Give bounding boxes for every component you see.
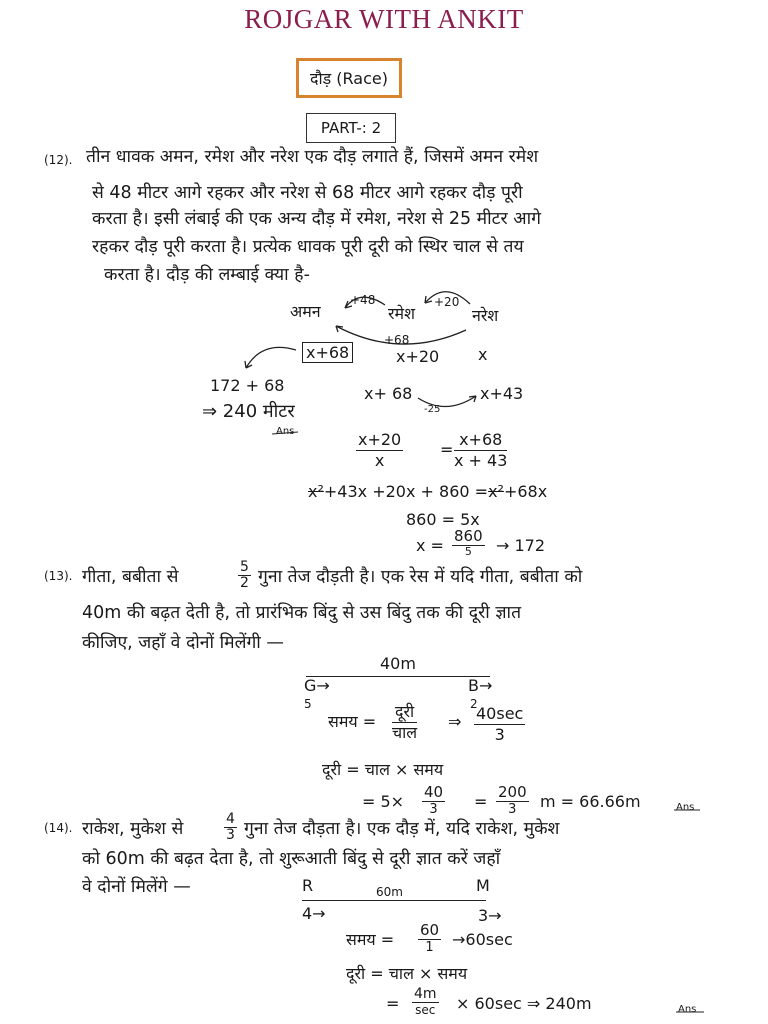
q12-ans-underline	[272, 432, 298, 434]
q13-calc-a: = 5×	[362, 792, 405, 811]
q14-time-label: समय =	[346, 930, 395, 949]
q14-calc-eq: =	[386, 994, 400, 1013]
q14-calc-b: × 60sec ⇒ 240m	[456, 994, 592, 1013]
q13-line1-b: गुना तेज दौड़ती है। एक रेस में यदि गीता, बबीता को	[258, 567, 583, 587]
q12-naresh-expr: x	[478, 345, 488, 364]
q13-time-den: चाल	[392, 723, 418, 742]
q12-left-expr: x+ 68	[364, 384, 413, 403]
q12-ramesh-expr: x+20	[396, 347, 440, 366]
q12-answer-line1: 172 + 68	[210, 376, 285, 395]
q12-ans-label: Ans	[276, 426, 295, 437]
q12-frac-num2: x+68	[454, 430, 507, 451]
q12-arc-25	[418, 396, 476, 407]
topic-title-box: दौड़ (Race)	[296, 58, 402, 98]
q13-line1-a: गीता, बबीता से	[82, 567, 179, 587]
q13-line1-den: 2	[240, 575, 249, 591]
q12-expand-end: +68x	[503, 482, 548, 501]
q14-r-label: R	[302, 876, 314, 895]
q13-dist-label: 40m	[380, 654, 416, 673]
q12-frac-den1: x	[374, 451, 385, 470]
q13-b-speed: 2	[470, 697, 478, 711]
q12-expand-sq2: x²	[488, 482, 504, 501]
q12-plus20: +20	[434, 295, 460, 309]
q14-time-den: 1	[425, 940, 434, 955]
q13-distance-formula: दूरी = चाल × समय	[322, 760, 444, 779]
q14-calc-num: 4m	[414, 986, 437, 1002]
q14-r-speed: 4→	[302, 904, 326, 923]
q12-aman-expr: x+68	[302, 342, 353, 363]
q12-ramesh-label: रमेश	[388, 304, 415, 323]
q12-answer-line2: ⇒ 240 मीटर	[202, 401, 295, 422]
q13-calc-b: =	[474, 792, 488, 811]
q14-ans-label: Ans	[678, 1004, 697, 1015]
q12-line-4: रहकर दौड़ पूरी करता है। प्रत्येक धावक पूरी दूरी को स्थिर चाल से तय	[92, 237, 524, 257]
q12-line-3: करता है। इसी लंबाई की एक अन्य दौड़ में रमेश, नरेश से 25 मीटर आगे	[92, 209, 541, 229]
q13-line2: 40m की बढ़त देती है, तो प्रारंभिक बिंदु से उस बिंदु तक की दूरी ज्ञात	[82, 603, 522, 623]
q12-step3-lhs: x =	[416, 536, 444, 555]
q14-time-num: 60	[420, 921, 440, 939]
q12-step2: 860 = 5x	[406, 510, 480, 529]
q12-arc-20	[425, 292, 470, 304]
q12-number: (12).	[44, 153, 73, 167]
q13-calc-den: 3	[429, 802, 438, 817]
q13-calc-c: m = 66.66m	[540, 792, 641, 811]
q12-arc-answer	[246, 347, 296, 368]
q13-g-speed: 5	[304, 697, 312, 711]
q12-line-2: से 48 मीटर आगे रहकर और नरेश से 68 मीटर आगे रहकर दौड़ पूरी	[92, 183, 523, 203]
q13-time-num: दूरी	[392, 702, 417, 723]
q12-line-1: तीन धावक अमन, रमेश और नरेश एक दौड़ लगाते हैं, जिसमें अमन रमेश	[86, 147, 539, 167]
page-header-title: ROJGAR WITH ANKIT	[244, 4, 524, 34]
q14-line2: को 60m की बढ़त देता है, तो शुरूआती बिंदु से दूरी ज्ञात करें जहाँ	[82, 849, 501, 869]
q14-distance-formula: दूरी = चाल × समय	[346, 964, 468, 983]
q14-line1-b: गुना तेज दौड़ता है। एक दौड़ में, यदि राकेश, मुकेश	[244, 819, 560, 839]
q12-frac-den2: x + 43	[454, 451, 508, 470]
q12-arc-68	[336, 326, 466, 344]
q14-m-speed: 3→	[478, 906, 502, 925]
q13-calc-den2: 3	[508, 802, 517, 817]
q12-frac-eq: =	[440, 440, 454, 459]
q12-aman-label: अमन	[290, 302, 321, 321]
q13-b-label: B→	[468, 676, 493, 695]
q14-line1-a: राकेश, मुकेश से	[82, 819, 184, 839]
q12-minus25: -25	[424, 404, 441, 415]
q14-line1-num: 4	[226, 811, 235, 827]
q13-number: (13).	[44, 569, 73, 583]
q12-step3-result: → 172	[496, 536, 546, 555]
q12-plus68: +68	[384, 333, 410, 347]
q14-line1-den: 3	[226, 827, 235, 843]
q13-time-res-num: 40sec	[476, 704, 524, 723]
q12-frac-num1: x+20	[358, 430, 402, 449]
q13-calc-num: 40	[424, 783, 444, 801]
q13-time-arrow: ⇒	[448, 712, 462, 731]
q13-line1-num: 5	[240, 559, 249, 575]
q13-line3: कीजिए, जहाँ वे दोनों मिलेंगी —	[82, 633, 284, 653]
q12-expand-mid: +43x +20x + 860 =	[323, 482, 489, 501]
q12-plus48: +48	[350, 293, 376, 307]
q14-m-label: M	[476, 876, 490, 895]
q14-dist-label: 60m	[376, 885, 403, 899]
q13-time-res-den: 3	[494, 725, 505, 744]
q14-calc-den: sec	[415, 1003, 436, 1017]
q13-ans-label: Ans	[676, 802, 695, 813]
q12-expand-sq1: x²	[308, 482, 324, 501]
part-label-box: PART-: 2	[306, 113, 396, 143]
q14-time-result: →60sec	[452, 930, 513, 949]
q13-g-label: G→	[304, 676, 330, 695]
q12-right-expr: x+43	[480, 384, 524, 403]
q12-step3-num: 860	[454, 527, 483, 545]
q13-time-label: समय =	[328, 712, 377, 731]
q14-line3: वे दोनों मिलेंगे —	[82, 877, 191, 897]
q14-number: (14).	[44, 821, 73, 835]
q12-naresh-label: नरेश	[472, 306, 499, 325]
q13-calc-num2: 200	[498, 783, 527, 801]
q12-line-5: करता है। दौड़ की लम्बाई क्या है-	[104, 265, 310, 285]
q12-step3-den: 5	[464, 545, 472, 558]
